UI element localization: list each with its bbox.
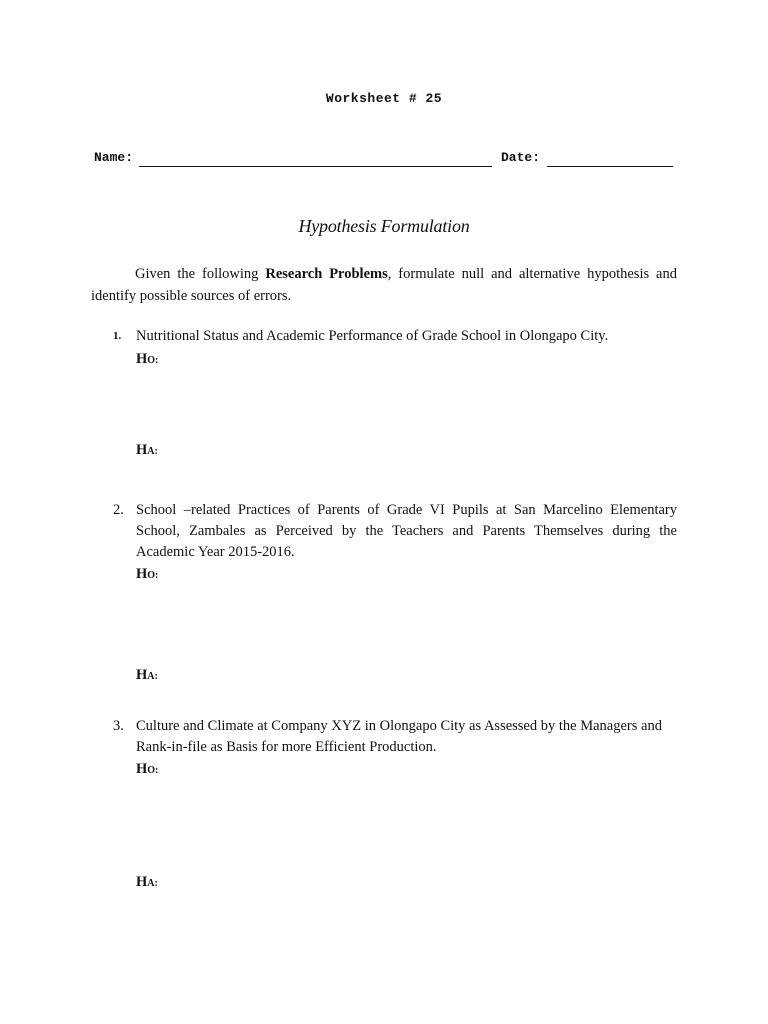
null-hypothesis-label [136, 564, 158, 586]
hypothesis-symbol: H [136, 667, 148, 683]
instructions-text-start: Given the following [135, 266, 266, 282]
problem-number: 2. [113, 502, 124, 518]
hypothesis-symbol: H [136, 566, 148, 582]
alternative-hypothesis-label [136, 872, 158, 894]
problem-number: 1. [113, 330, 122, 342]
name-date-row [94, 150, 676, 170]
problem-text: Nutritional Status and Academic Performance of Grade School in Olongapo City. [136, 328, 609, 344]
hypothesis-subscript: O: [147, 765, 159, 776]
alternative-hypothesis-label [136, 665, 158, 687]
hypothesis-symbol: H [136, 761, 148, 777]
worksheet-title: Worksheet # 25 [325, 91, 443, 106]
alternative-hypothesis-label [136, 440, 158, 462]
hypothesis-subscript: A: [147, 446, 158, 457]
null-hypothesis-label [136, 349, 158, 371]
name-field[interactable] [139, 166, 492, 167]
hypothesis-subscript: A: [147, 878, 158, 889]
hypothesis-subscript: O: [147, 570, 159, 581]
date-label: Date: [501, 150, 541, 165]
name-label: Name: [94, 150, 134, 165]
problem-text: School –related Practices of Parents of Grade VI Pupils at San Marcelino Elementary School, Zambales as Perceived by the Teachers and Parents Themselves during the Academic Year 2015-2016. [136, 502, 677, 560]
instructions-text-end: , formulate null and alternative hypothesis and identify possible sources of errors. [91, 266, 677, 304]
hypothesis-subscript: O: [147, 355, 159, 366]
instructions-paragraph [91, 263, 677, 307]
hypothesis-subscript: A: [147, 671, 158, 682]
hypothesis-symbol: H [136, 442, 148, 458]
hypothesis-symbol: H [136, 351, 148, 367]
hypothesis-symbol: H [136, 874, 148, 890]
null-hypothesis-label [136, 759, 158, 781]
problem-text: Culture and Climate at Company XYZ in Olongapo City as Assessed by the Managers and Rank-in-file as Basis for more Efficient Production. [136, 718, 662, 755]
problem-number: 3. [113, 718, 124, 734]
instructions-bold-term: Research Problems [265, 266, 388, 282]
date-field[interactable] [547, 166, 673, 167]
page-heading: Hypothesis Formulation [298, 216, 470, 236]
